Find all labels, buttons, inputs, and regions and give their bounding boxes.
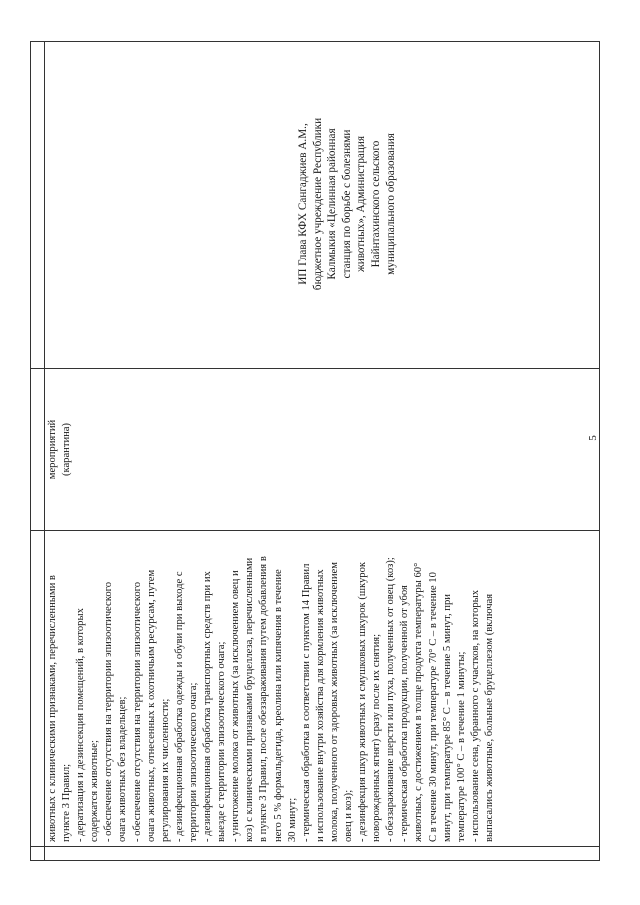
measures-text-line: - обеззараживание шерсти или пуха, полученных от овец (коз); bbox=[385, 557, 397, 842]
measure-type-text bbox=[46, 373, 74, 526]
measures-text-line: животных, с достижением в толще продукта температуры 60° bbox=[413, 562, 425, 842]
measures-text-line: минут, при температуре 85° С – в течение 5 минут, при bbox=[441, 594, 453, 842]
measures-text-line: - термическая обработка продукции, полученной от убоя bbox=[399, 585, 411, 842]
measure-type-line: мероприятий bbox=[47, 419, 58, 480]
measures-text bbox=[46, 535, 497, 842]
measures-text-line: регулирования их численности; bbox=[159, 698, 171, 842]
measure-type-column bbox=[31, 368, 599, 530]
measures-text-line: - обеспечение отсутствия на территории эпизоотического bbox=[131, 581, 143, 842]
measures-text-line: - дератизация и дезинсекция помещений, в которых bbox=[75, 608, 87, 842]
responsible-text-line: бюджетное учреждение Республики bbox=[311, 117, 324, 291]
measures-text-line: - уничтожение молока от животных (за исключением овец и bbox=[230, 570, 242, 842]
measures-text-line: него 5 % формальдегида, креолина или кипячения в течение bbox=[272, 569, 284, 842]
measures-text-line: - дезинфекция шкур животных и смушковых шкурок (шкурок bbox=[357, 561, 369, 842]
responsible-text-line: ИП Глава КФХ Сангаджиев А.М., bbox=[297, 123, 309, 285]
measures-text-line: С в течение 30 минут, при температуре 70° С – в течение 10 bbox=[427, 572, 439, 842]
measures-text-line: - обеспечение отсутствия на территории эпизоотического bbox=[103, 581, 115, 842]
measure-type-line: (карантина) bbox=[61, 422, 73, 477]
measures-text-line: новорожденных ягнят) сразу после их снятия; bbox=[371, 633, 383, 842]
responsible-text-line: станция по борьбе с болезнями bbox=[340, 129, 353, 279]
measures-text-line: овец и коз); bbox=[342, 789, 354, 842]
responsible-text-line: муниципального образования bbox=[384, 133, 397, 275]
measures-text-line: - использование сена, убранного с участков, на которых bbox=[469, 589, 481, 842]
narrow-first-column bbox=[31, 846, 599, 860]
measures-text-line: - дезинфекционная обработка транспортных средств при их bbox=[202, 571, 214, 842]
responsible-column bbox=[31, 40, 599, 368]
measures-text-line: содержатся животные; bbox=[89, 740, 101, 842]
measures-text-line: и использование внутри хозяйства для кормления животных bbox=[314, 569, 326, 842]
measures-column bbox=[31, 530, 599, 846]
responsible-text bbox=[296, 40, 398, 368]
rotated-page-content bbox=[30, 41, 600, 861]
measures-text-line: - дезинфекционная обработка одежды и обуви при выходе с bbox=[173, 571, 185, 842]
measures-text-line: выпасались животные, больные бруцеллезом (включая bbox=[483, 593, 495, 842]
page-number: 5 bbox=[586, 435, 599, 441]
measures-text-line: животных с клиническими признаками, перечисленными в bbox=[47, 575, 58, 842]
measures-text-line: выезде с территории эпизоотического очага; bbox=[216, 641, 228, 842]
measures-text-line: - термическая обработка в соответствии с пунктом 14 Правил bbox=[300, 563, 312, 842]
measures-text-line: в пункте 3 Правил, после обеззараживания путем добавления в bbox=[258, 556, 270, 842]
measures-text-line: очага животных, отнесенных к охотничьим ресурсам, путем bbox=[145, 569, 157, 842]
responsible-text-line: животных», Администрация bbox=[355, 135, 368, 273]
measures-text-line: коз) с клиническими признаками бруцеллеза, перечисленными bbox=[244, 557, 256, 842]
measures-text-line: территории эпизоотического очага; bbox=[187, 682, 199, 842]
measures-table bbox=[30, 41, 600, 861]
measures-text-line: температуре 100° С – в течение 1 минуты; bbox=[455, 651, 467, 842]
measures-text-line: очага животных без владельцев; bbox=[117, 696, 129, 842]
responsible-text-line: Калмыкия «Целинная районная bbox=[326, 128, 339, 280]
responsible-text-line: Найнтахинского сельского bbox=[369, 140, 382, 268]
measures-text-line: пункте 3 Правил; bbox=[61, 763, 73, 842]
measures-text-line: молока, полученного от здоровых животных (за исключением bbox=[328, 562, 340, 842]
measures-text-line: 30 минут; bbox=[286, 797, 298, 842]
